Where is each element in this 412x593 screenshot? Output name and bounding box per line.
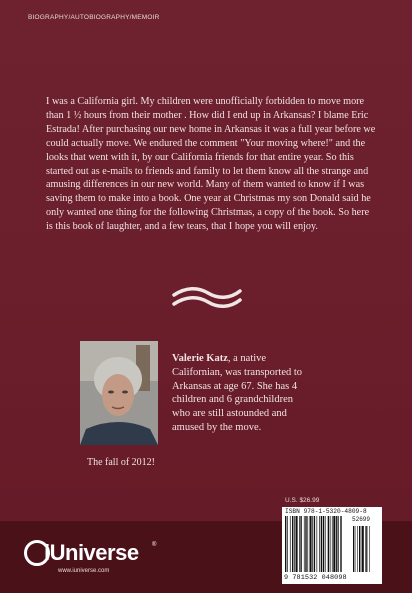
isbn-label: ISBN 978-1-5320-4809-8 (285, 508, 367, 515)
price-label: U.S. $26.99 (285, 497, 320, 504)
genre-label: BIOGRAPHY/AUTOBIOGRAPHY/MEMOIR (28, 14, 160, 21)
isbn-digits: 9 781532 048098 (284, 574, 347, 582)
book-blurb: I was a California girl. My children were unofficially forbidden to move more than 1 ½ hours from their mother . How did I end up in Arkansas? I blame Eric Estrada! After purchasing our new home in Arkansas it was a full year before we could actually move. We endured the comment "Your moving where!" and the looks that went with it, by our California friends for that entire year. So this started out as e-mails to friends and family to let them know all the strange and amusing differences in our new world. Many of them wanted to know if I was saving them to make into a book. One year at Christmas my son Donald said he only wanted one thing for the following Christmas, a copy of the book. So here is this book of laughter, and a few tears, that I hope you will enjoy. (46, 96, 376, 233)
publisher-logo (24, 540, 164, 580)
author-bio (172, 352, 304, 435)
author-bio-text: , a native Californian, was transported to Arkansas at age 67. She has 4 children and 6 grandchildren who are still astounded and amused by the move. (172, 353, 303, 433)
isbn-price-code: 52699 (352, 516, 371, 523)
publisher-url: www.iuniverse.com (58, 568, 110, 574)
barcode-bars (285, 516, 379, 574)
registered-mark: ® (152, 542, 157, 548)
photo-caption: The fall of 2012! (86, 457, 156, 468)
publisher-name: iUniverse (44, 540, 139, 565)
isbn-barcode (282, 507, 382, 584)
author-name: Valerie Katz (172, 353, 228, 364)
wave-ornament (170, 285, 244, 311)
author-photo (80, 341, 158, 445)
